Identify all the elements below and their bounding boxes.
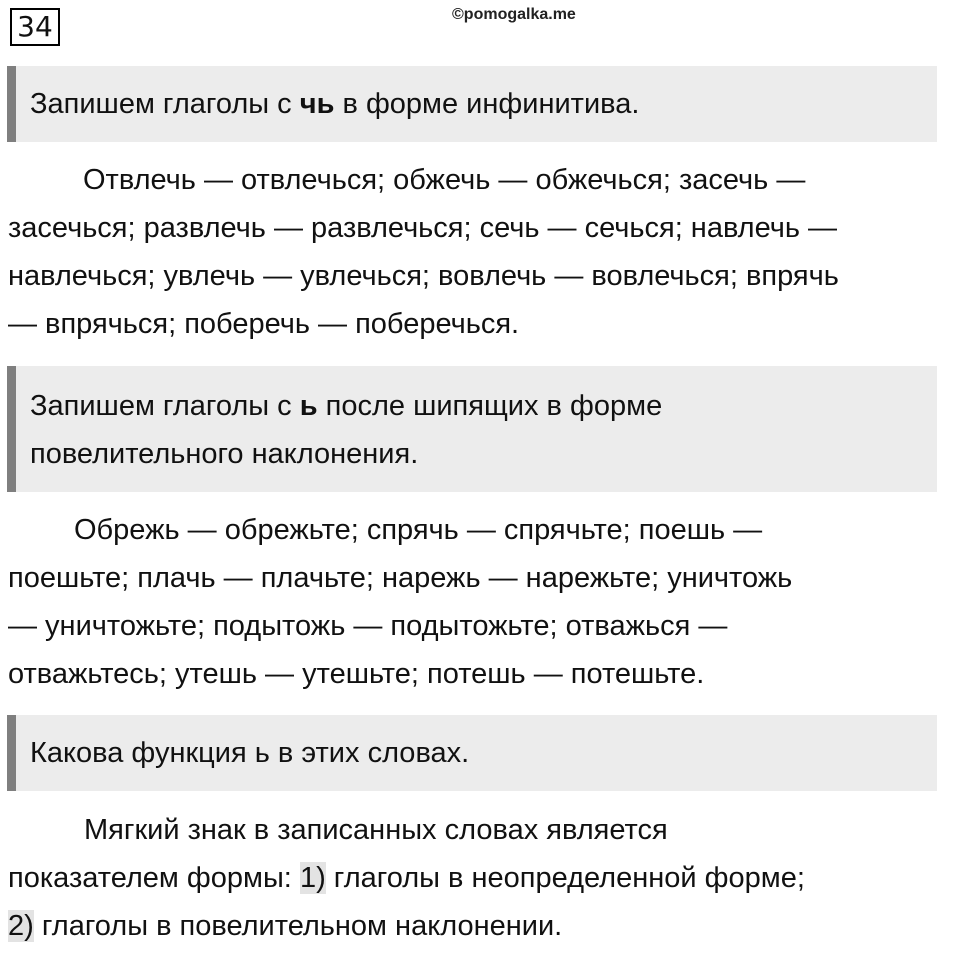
task1-prefix: Запишем глаголы с	[30, 88, 300, 120]
para2-line-2: поешьте; плачь — плачьте; нарежь — нарежьте; уничтожь	[8, 562, 793, 594]
answer-paragraph-2	[8, 510, 953, 700]
para3-line-2	[8, 862, 805, 895]
para2-line-4: отважьтесь; утешь — утешьте; потешь — потешьте.	[8, 658, 705, 690]
task2-prefix: Запишем глаголы с	[30, 390, 300, 422]
watermark: ©pomogalka.me	[452, 6, 576, 23]
exercise-number: 34	[10, 8, 60, 46]
para1-line-2: засечься; развлечь — развлечься; сечь — сечься; навлечь —	[8, 212, 838, 244]
task2-suffix: после шипящих в форме	[317, 390, 663, 422]
answer-paragraph-3	[8, 810, 953, 950]
task2-bold: ь	[299, 390, 318, 422]
task2-line-1	[30, 382, 937, 430]
task3-question: Какова функция ь в этих словах.	[30, 737, 470, 769]
task1-bold: чь	[299, 88, 335, 120]
task-banner-1	[7, 66, 937, 142]
list-marker-2: 2)	[8, 910, 34, 942]
task1-suffix: в форме инфинитива.	[334, 88, 640, 120]
para3-line-1: Мягкий знак в записанных словах является	[84, 814, 668, 846]
para3-line-2-end: глаголы в неопределенной форме;	[325, 862, 805, 894]
task-banner-2	[7, 366, 937, 492]
para2-line-1: Обрежь — обрежьте; спрячь — спрячьте; поешь —	[74, 514, 763, 546]
para3-line-3	[8, 910, 562, 943]
para3-line-2-start: показателем формы:	[8, 862, 300, 894]
list-marker-1: 1)	[299, 862, 326, 894]
para1-line-4: — впрячься; поберечь — поберечься.	[8, 308, 520, 340]
task-banner-3	[7, 715, 937, 791]
para2-line-3: — уничтожьте; подытожь — подытожьте; отважься —	[8, 610, 728, 642]
task2-line-2: повелительного наклонения.	[30, 438, 419, 470]
para1-line-1: Отвлечь — отвлечься; обжечь — обжечься; засечь —	[83, 164, 806, 196]
answer-paragraph-1	[8, 160, 953, 350]
para1-line-3: навлечься; увлечь — увлечься; вовлечь — вовлечься; впрячь	[8, 260, 839, 292]
para3-line-3-end: глаголы в повелительном наклонении.	[33, 910, 563, 942]
